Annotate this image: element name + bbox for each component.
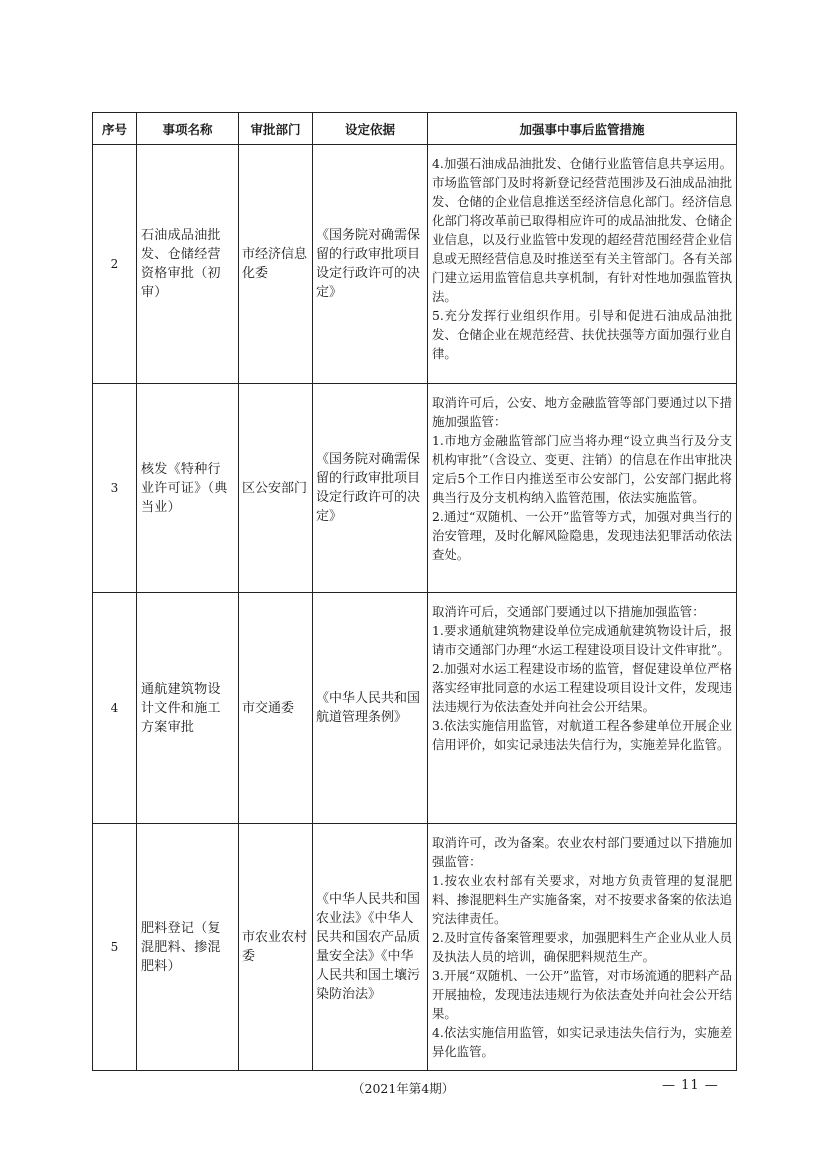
- measure-paragraph: 取消许可后，公安、地方金融监管等部门要通过以下措施加强监管：: [432, 395, 732, 429]
- measure-paragraph: 2.加强对水运工程建设市场的监管，督促建设单位严格落实经审批同意的水运工程建设项目设计文件，发现违法违规行为依法查处并向社会公开结果。: [432, 661, 732, 714]
- row-seq: 5: [93, 824, 137, 1071]
- table-row: [93, 824, 737, 1071]
- row-approval-dept: 市经济信息化委: [239, 145, 313, 384]
- measure-paragraph: 5.充分发挥行业组织作用。引导和促进石油成品油批发、仓储企业在规范经营、扶优扶强等方面加强行业自律。: [432, 308, 732, 361]
- row-item-name: 核发《特种行业许可证》（典当业）: [137, 384, 239, 593]
- row-item-name: 肥料登记（复混肥料、掺混肥料）: [137, 824, 239, 1071]
- page-number: — 11 —: [662, 1078, 719, 1093]
- measure-paragraph: 取消许可，改为备案。农业农村部门要通过以下措施加强监管：: [432, 835, 732, 869]
- row-seq: 4: [93, 593, 137, 824]
- measure-paragraph: 1.按农业农村部有关要求，对地方负责管理的复混肥料、掺混肥料生产实施备案，对不按要求备案的依法追究法律责任。: [432, 873, 732, 926]
- table-row: [93, 593, 737, 824]
- measure-paragraph: 1.要求通航建筑物建设单位完成通航建筑物设计后，报请市交通部门办理“水运工程建设项目设计文件审批”。: [432, 623, 732, 657]
- row-seq: 3: [93, 384, 137, 593]
- measure-paragraph: 2.及时宣传备案管理要求，加强肥料生产企业从业人员及执法人员的培训，确保肥料规范生产。: [432, 930, 732, 964]
- measure-paragraph: 1.市地方金融监管部门应当将办理“设立典当行及分支机构审批”（含设立、变更、注销）的信息在作出审批决定后5个工作日内推送至市公安部门，公安部门据此将典当行及分支机构纳入监管范围，依法实施监管。: [432, 433, 732, 505]
- supervision-table: [92, 112, 737, 1071]
- issue-label: （2021年第4期）: [352, 1081, 455, 1096]
- measure-paragraph: 3.开展“双随机、一公开”监管，对市场流通的肥料产品开展抽检，发现违法违规行为依法查处并向社会公开结果。: [432, 968, 732, 1021]
- row-approval-dept: 市交通委: [239, 593, 313, 824]
- row-approval-dept: 市农业农村委: [239, 824, 313, 1071]
- row-legal-basis: 《中华人民共和国农业法》《中华人民共和国农产品质量安全法》《中华人民共和国土壤污染防治法》: [313, 824, 428, 1071]
- header-approval-dept: 审批部门: [239, 113, 313, 145]
- header-measures: 加强事中事后监管措施: [428, 113, 737, 145]
- row-measures: [428, 384, 737, 593]
- measure-paragraph: 3.依法实施信用监管，对航道工程各参建单位开展企业信用评价，如实记录违法失信行为，实施差异化监管。: [432, 718, 732, 752]
- measure-paragraph: 4.加强石油成品油批发、仓储行业监管信息共享运用。市场监管部门及时将新登记经营范围涉及石油成品油批发、仓储的企业信息推送至经济信息化部门。经济信息化部门将改革前已取得相应许可的成品油批发、仓储企业信息，以及行业监管中发现的超经营范围经营企业信息或无照经营信息及时推送至有关主管部门。各有关部门建立运用监管信息共享机制，有针对性地加强监管执法。: [432, 156, 732, 304]
- measure-paragraph: 取消许可后，交通部门要通过以下措施加强监管：: [432, 604, 705, 619]
- table-row: [93, 145, 737, 384]
- row-item-name: 石油成品油批发、仓储经营资格审批（初审）: [137, 145, 239, 384]
- row-legal-basis: 《国务院对确需保留的行政审批项目设定行政许可的决定》: [313, 145, 428, 384]
- header-item-name: 事项名称: [137, 113, 239, 145]
- header-legal-basis: 设定依据: [313, 113, 428, 145]
- header-seq: 序号: [93, 113, 137, 145]
- row-legal-basis: 《中华人民共和国航道管理条例》: [313, 593, 428, 824]
- table-header-row: [93, 113, 737, 145]
- row-measures: [428, 593, 737, 824]
- row-item-name: 通航建筑物设计文件和施工方案审批: [137, 593, 239, 824]
- row-legal-basis: 《国务院对确需保留的行政审批项目设定行政许可的决定》: [313, 384, 428, 593]
- measure-paragraph: 4.依法实施信用监管，如实记录违法失信行为，实施差异化监管。: [432, 1025, 732, 1059]
- row-measures: [428, 145, 737, 384]
- row-seq: 2: [93, 145, 137, 384]
- row-measures: [428, 824, 737, 1071]
- row-approval-dept: 区公安部门: [239, 384, 313, 593]
- measure-paragraph: 2.通过“双随机、一公开”监管等方式，加强对典当行的治安管理，及时化解风险隐患，发现违法犯罪活动依法查处。: [432, 509, 732, 562]
- table-row: [93, 384, 737, 593]
